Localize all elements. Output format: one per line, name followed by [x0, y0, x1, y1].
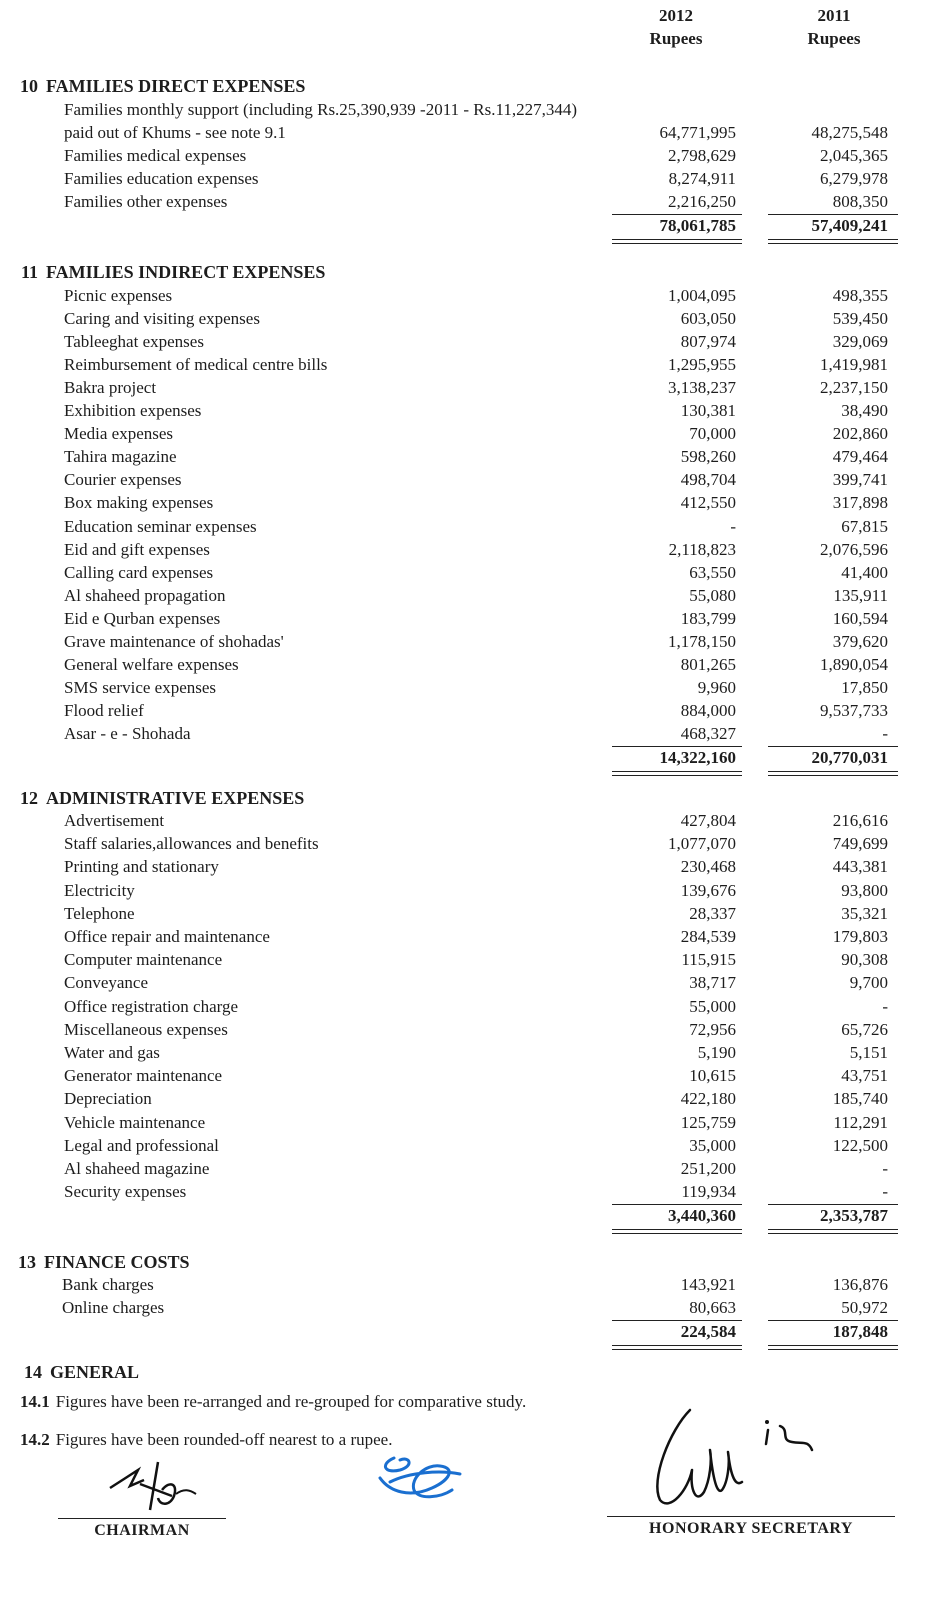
row-value-2012: 119,934	[681, 1182, 736, 1202]
general-note-2-text: Figures have been rounded-off nearest to a rupee.	[55, 1430, 393, 1449]
total-value-2012: 224,584	[680, 1322, 736, 1341]
total-value-2011: 2,353,787	[820, 1206, 888, 1226]
chairman-title: CHAIRMAN	[94, 1522, 190, 1539]
section-heading: ADMINISTRATIVE EXPENSES	[46, 788, 305, 808]
general-note-1	[20, 1392, 526, 1412]
row-value-2011: 17,850	[841, 677, 888, 697]
row-value-2011: 539,450	[832, 309, 888, 329]
row-value-2011: 2,045,365	[820, 146, 888, 165]
row-value-2011: 202,860	[832, 424, 888, 444]
total-double-rule-2012	[612, 771, 742, 776]
row-label: Vehicle maintenance	[64, 1112, 206, 1132]
total-double-rule-2011	[768, 771, 898, 776]
row-value-2012: 63,550	[689, 562, 736, 582]
row-value-2011: 479,464	[832, 447, 888, 467]
section-title-13	[0, 1252, 190, 1273]
row-label: Generator maintenance	[64, 1066, 223, 1086]
row-label: General welfare expenses	[64, 654, 239, 674]
table-row	[0, 355, 947, 378]
general-note-2-number: 14.2	[20, 1430, 50, 1449]
row-value-2011: 65,726	[841, 1019, 888, 1039]
table-row	[0, 447, 947, 470]
row-label: Office repair and maintenance	[64, 927, 270, 946]
table-row	[0, 332, 947, 355]
row-value-2012: 284,539	[680, 927, 736, 946]
row-label: Miscellaneous expenses	[64, 1019, 228, 1039]
row-value-2012: 55,080	[689, 585, 736, 605]
row-value-2012: 2,118,823	[668, 539, 736, 559]
row-value-2011: 399,741	[832, 470, 888, 490]
row-label: Conveyance	[64, 973, 149, 993]
general-note-2	[20, 1430, 392, 1450]
column-unit-2011: Rupees	[807, 29, 861, 48]
table-row	[0, 701, 947, 724]
row-label: Electricity	[64, 880, 135, 900]
total-double-rule-2012	[612, 239, 742, 244]
row-label: Courier expenses	[64, 470, 182, 490]
general-section-heading: GENERAL	[50, 1362, 140, 1382]
row-value-2011: 1,890,054	[820, 654, 888, 674]
row-value-2012: 2,216,250	[668, 192, 736, 211]
row-label: Al shaheed magazine	[64, 1159, 210, 1178]
total-row	[0, 748, 947, 771]
row-value-2011: 179,803	[832, 927, 888, 946]
row-value-2011: 9,700	[849, 973, 888, 993]
column-header-2011	[764, 4, 904, 50]
row-value-2012: 125,759	[680, 1112, 736, 1132]
total-value-2011: 57,409,241	[811, 216, 888, 235]
table-row	[0, 724, 947, 747]
row-value-2012: 8,274,911	[668, 169, 736, 188]
row-value-2012: 9,960	[697, 677, 736, 697]
table-row	[0, 123, 947, 146]
table-row	[0, 424, 947, 447]
column-unit-2012: Rupees	[649, 29, 703, 48]
row-value-2012: 55,000	[689, 996, 736, 1016]
row-label: Grave maintenance of shohadas'	[64, 631, 284, 651]
row-label: Eid and gift expenses	[64, 539, 210, 559]
section-number: 11	[20, 262, 38, 282]
table-row	[0, 1020, 947, 1043]
table-row	[0, 1275, 947, 1298]
total-row	[0, 1206, 947, 1229]
row-label: paid out of Khums - see note 9.1	[64, 123, 286, 142]
row-value-2011: 216,616	[832, 811, 888, 830]
subtotal-rule-2011	[768, 214, 898, 215]
table-row	[0, 1159, 947, 1182]
general-section-number: 14	[24, 1362, 42, 1382]
row-value-2012: 427,804	[680, 811, 736, 830]
row-value-2011: 50,972	[841, 1298, 888, 1317]
row-label: Computer maintenance	[64, 950, 223, 970]
row-label: Security expenses	[64, 1182, 187, 1202]
subtotal-rule-2011	[768, 1204, 898, 1205]
row-value-2011: 135,911	[833, 585, 888, 605]
row-label: Office registration charge	[64, 996, 239, 1016]
table-row	[0, 169, 947, 192]
subtotal-rule-2012	[612, 1204, 742, 1205]
row-value-2012: 183,799	[680, 608, 736, 628]
row-label: Eid e Qurban expenses	[64, 608, 221, 628]
table-row	[0, 973, 947, 996]
row-value-2012: 115,915	[681, 950, 736, 970]
row-value-2011: 443,381	[832, 857, 888, 877]
row-value-2011: 329,069	[832, 332, 888, 352]
table-row	[0, 401, 947, 424]
row-value-2012: 3,138,237	[668, 378, 736, 398]
row-label: Families monthly support (including Rs.25,390,939 -2011 - Rs.11,227,344)	[64, 100, 577, 119]
row-label: Tableeghat expenses	[64, 332, 204, 352]
row-value-2011: 5,151	[849, 1043, 888, 1062]
row-value-2011: 122,500	[832, 1135, 888, 1155]
row-label: Media expenses	[64, 424, 174, 444]
row-value-2011: 808,350	[832, 192, 888, 211]
row-value-2011: 749,699	[832, 834, 888, 854]
table-row	[0, 1182, 947, 1205]
table-row	[0, 834, 947, 857]
total-value-2012: 78,061,785	[659, 216, 736, 235]
general-section-title	[0, 1362, 139, 1383]
row-value-2011: 48,275,548	[811, 123, 888, 142]
row-label: Staff salaries,allowances and benefits	[64, 834, 319, 854]
section-number: 12	[20, 788, 38, 808]
row-value-2011: 6,279,978	[820, 169, 888, 188]
row-label: SMS service expenses	[64, 677, 217, 697]
row-value-2011: 43,751	[841, 1066, 888, 1086]
row-value-2011: 9,537,733	[820, 700, 888, 720]
row-value-2011: 379,620	[832, 631, 888, 651]
table-row	[0, 881, 947, 904]
table-row	[0, 857, 947, 880]
subtotal-rule-2012	[612, 746, 742, 747]
table-row	[0, 1136, 947, 1159]
row-value-2011: 41,400	[841, 562, 888, 582]
row-value-2011: 2,076,596	[820, 539, 888, 559]
row-value-2011: 2,237,150	[820, 378, 888, 398]
row-label: Depreciation	[64, 1089, 152, 1109]
secretary-signature	[630, 1400, 830, 1520]
row-value-2011: 67,815	[841, 516, 888, 536]
row-value-2011: 498,355	[832, 286, 888, 305]
row-value-2012: 412,550	[680, 493, 736, 513]
table-row	[0, 632, 947, 655]
row-value-2011: 160,594	[832, 608, 888, 628]
subtotal-rule-2012	[612, 214, 742, 215]
row-value-2012: 603,050	[680, 309, 736, 329]
row-label: Families medical expenses	[64, 146, 247, 165]
row-value-2012: 884,000	[680, 700, 736, 720]
table-row	[0, 997, 947, 1020]
row-label: Families education expenses	[64, 169, 259, 188]
secretary-signature-line	[607, 1516, 895, 1517]
row-label: Education seminar expenses	[64, 516, 257, 536]
subtotal-rule-2011	[768, 746, 898, 747]
general-note-1-number: 14.1	[20, 1392, 50, 1411]
row-label: Calling card expenses	[64, 562, 214, 582]
section-title-11	[0, 262, 325, 283]
subtotal-rule-2011	[768, 1320, 898, 1321]
table-row	[0, 378, 947, 401]
row-value-2012: 5,190	[697, 1043, 736, 1062]
section-heading: FINANCE COSTS	[44, 1252, 190, 1272]
row-value-2011: 112,291	[833, 1112, 888, 1132]
row-label: Bakra project	[64, 378, 157, 398]
table-row	[0, 146, 947, 169]
table-row	[0, 286, 947, 309]
total-double-rule-2011	[768, 1345, 898, 1350]
table-row	[0, 655, 947, 678]
row-value-2012: 1,004,095	[668, 286, 736, 305]
row-value-2011: -	[882, 1159, 888, 1178]
table-row	[0, 540, 947, 563]
total-value-2011: 187,848	[832, 1322, 888, 1341]
section-heading: FAMILIES INDIRECT EXPENSES	[46, 262, 326, 282]
table-row	[0, 493, 947, 516]
row-value-2012: 28,337	[689, 903, 736, 923]
row-label: Caring and visiting expenses	[64, 309, 260, 329]
row-value-2011: 317,898	[832, 493, 888, 513]
row-value-2012: 130,381	[680, 401, 736, 421]
total-value-2011: 20,770,031	[811, 748, 888, 767]
row-value-2012: 498,704	[680, 470, 736, 490]
table-row	[0, 1043, 947, 1066]
row-label: Flood relief	[64, 700, 144, 720]
table-row	[0, 904, 947, 927]
table-row	[0, 1066, 947, 1089]
section-heading: FAMILIES DIRECT EXPENSES	[46, 76, 306, 96]
row-label: Legal and professional	[64, 1135, 219, 1155]
row-value-2012: 801,265	[680, 654, 736, 674]
row-value-2012: 598,260	[680, 447, 736, 467]
section-number: 10	[20, 76, 38, 96]
row-label: Asar - e - Shohada	[64, 723, 191, 743]
row-value-2011: -	[882, 1182, 888, 1202]
column-year-2011: 2011	[817, 6, 851, 25]
row-value-2012: 10,615	[689, 1066, 736, 1086]
table-row	[0, 811, 947, 834]
subtotal-rule-2012	[612, 1320, 742, 1321]
row-label: Reimbursement of medical centre bills	[64, 355, 328, 375]
table-row	[0, 678, 947, 701]
row-value-2012: 1,295,955	[668, 355, 736, 375]
row-value-2012: 1,178,150	[668, 631, 736, 651]
row-label: Tahira magazine	[64, 447, 177, 467]
section-title-10	[0, 76, 305, 97]
table-row	[0, 1298, 947, 1321]
total-row	[0, 216, 947, 239]
row-label: Telephone	[64, 903, 135, 923]
column-header-2012	[606, 4, 746, 50]
table-row	[0, 950, 947, 973]
row-value-2012: 35,000	[689, 1135, 736, 1155]
row-label: Al shaheed propagation	[64, 585, 226, 605]
row-value-2011: -	[882, 996, 888, 1016]
row-label: Advertisement	[64, 811, 165, 830]
row-value-2011: 90,308	[841, 950, 888, 970]
row-value-2012: 72,956	[689, 1019, 736, 1039]
row-value-2012: 80,663	[689, 1298, 736, 1317]
row-value-2012: 807,974	[680, 332, 736, 352]
row-value-2012: 230,468	[680, 857, 736, 877]
total-double-rule-2011	[768, 239, 898, 244]
total-value-2012: 3,440,360	[668, 1206, 736, 1226]
row-value-2011: 38,490	[841, 401, 888, 421]
row-label: Water and gas	[64, 1043, 160, 1062]
row-value-2012: -	[730, 516, 736, 536]
total-row	[0, 1322, 947, 1345]
table-row	[0, 609, 947, 632]
row-label: Printing and stationary	[64, 857, 219, 877]
column-year-2012: 2012	[659, 6, 693, 25]
row-value-2011: 93,800	[841, 880, 888, 900]
row-value-2012: 251,200	[680, 1159, 736, 1178]
row-value-2012: 1,077,070	[668, 834, 736, 854]
table-row	[0, 586, 947, 609]
row-label: Picnic expenses	[64, 286, 173, 305]
section-note-row	[0, 100, 947, 123]
row-label: Box making expenses	[64, 493, 214, 513]
row-value-2012: 468,327	[680, 723, 736, 743]
row-value-2012: 70,000	[689, 424, 736, 444]
row-value-2012: 422,180	[680, 1089, 736, 1109]
section-title-12	[0, 788, 304, 809]
row-value-2012: 38,717	[689, 973, 736, 993]
row-value-2012: 64,771,995	[659, 123, 736, 142]
row-label: Bank charges	[62, 1275, 154, 1294]
chairman-signature	[100, 1450, 210, 1520]
row-value-2011: 1,419,981	[820, 355, 888, 375]
row-value-2011: 35,321	[841, 903, 888, 923]
member-signature	[370, 1448, 470, 1508]
total-double-rule-2012	[612, 1229, 742, 1234]
row-label: Exhibition expenses	[64, 401, 202, 421]
total-double-rule-2012	[612, 1345, 742, 1350]
row-value-2011: 185,740	[832, 1089, 888, 1109]
row-label: Online charges	[62, 1298, 165, 1317]
section-number: 13	[18, 1252, 36, 1272]
row-value-2012: 143,921	[680, 1275, 736, 1294]
row-value-2012: 139,676	[680, 880, 736, 900]
chairman-signature-line	[58, 1518, 226, 1519]
row-value-2012: 2,798,629	[668, 146, 736, 165]
table-row	[0, 192, 947, 215]
general-note-1-text: Figures have been re-arranged and re-grouped for comparative study.	[55, 1392, 527, 1411]
table-row	[0, 1089, 947, 1112]
total-double-rule-2011	[768, 1229, 898, 1234]
secretary-title: HONORARY SECRETARY	[649, 1520, 853, 1537]
table-row	[0, 517, 947, 540]
total-value-2012: 14,322,160	[659, 748, 736, 767]
table-row	[0, 927, 947, 950]
table-row	[0, 1113, 947, 1136]
table-row	[0, 470, 947, 493]
table-row	[0, 563, 947, 586]
row-label: Families other expenses	[64, 192, 228, 211]
row-value-2011: -	[882, 723, 888, 743]
table-row	[0, 309, 947, 332]
row-value-2011: 136,876	[832, 1275, 888, 1294]
